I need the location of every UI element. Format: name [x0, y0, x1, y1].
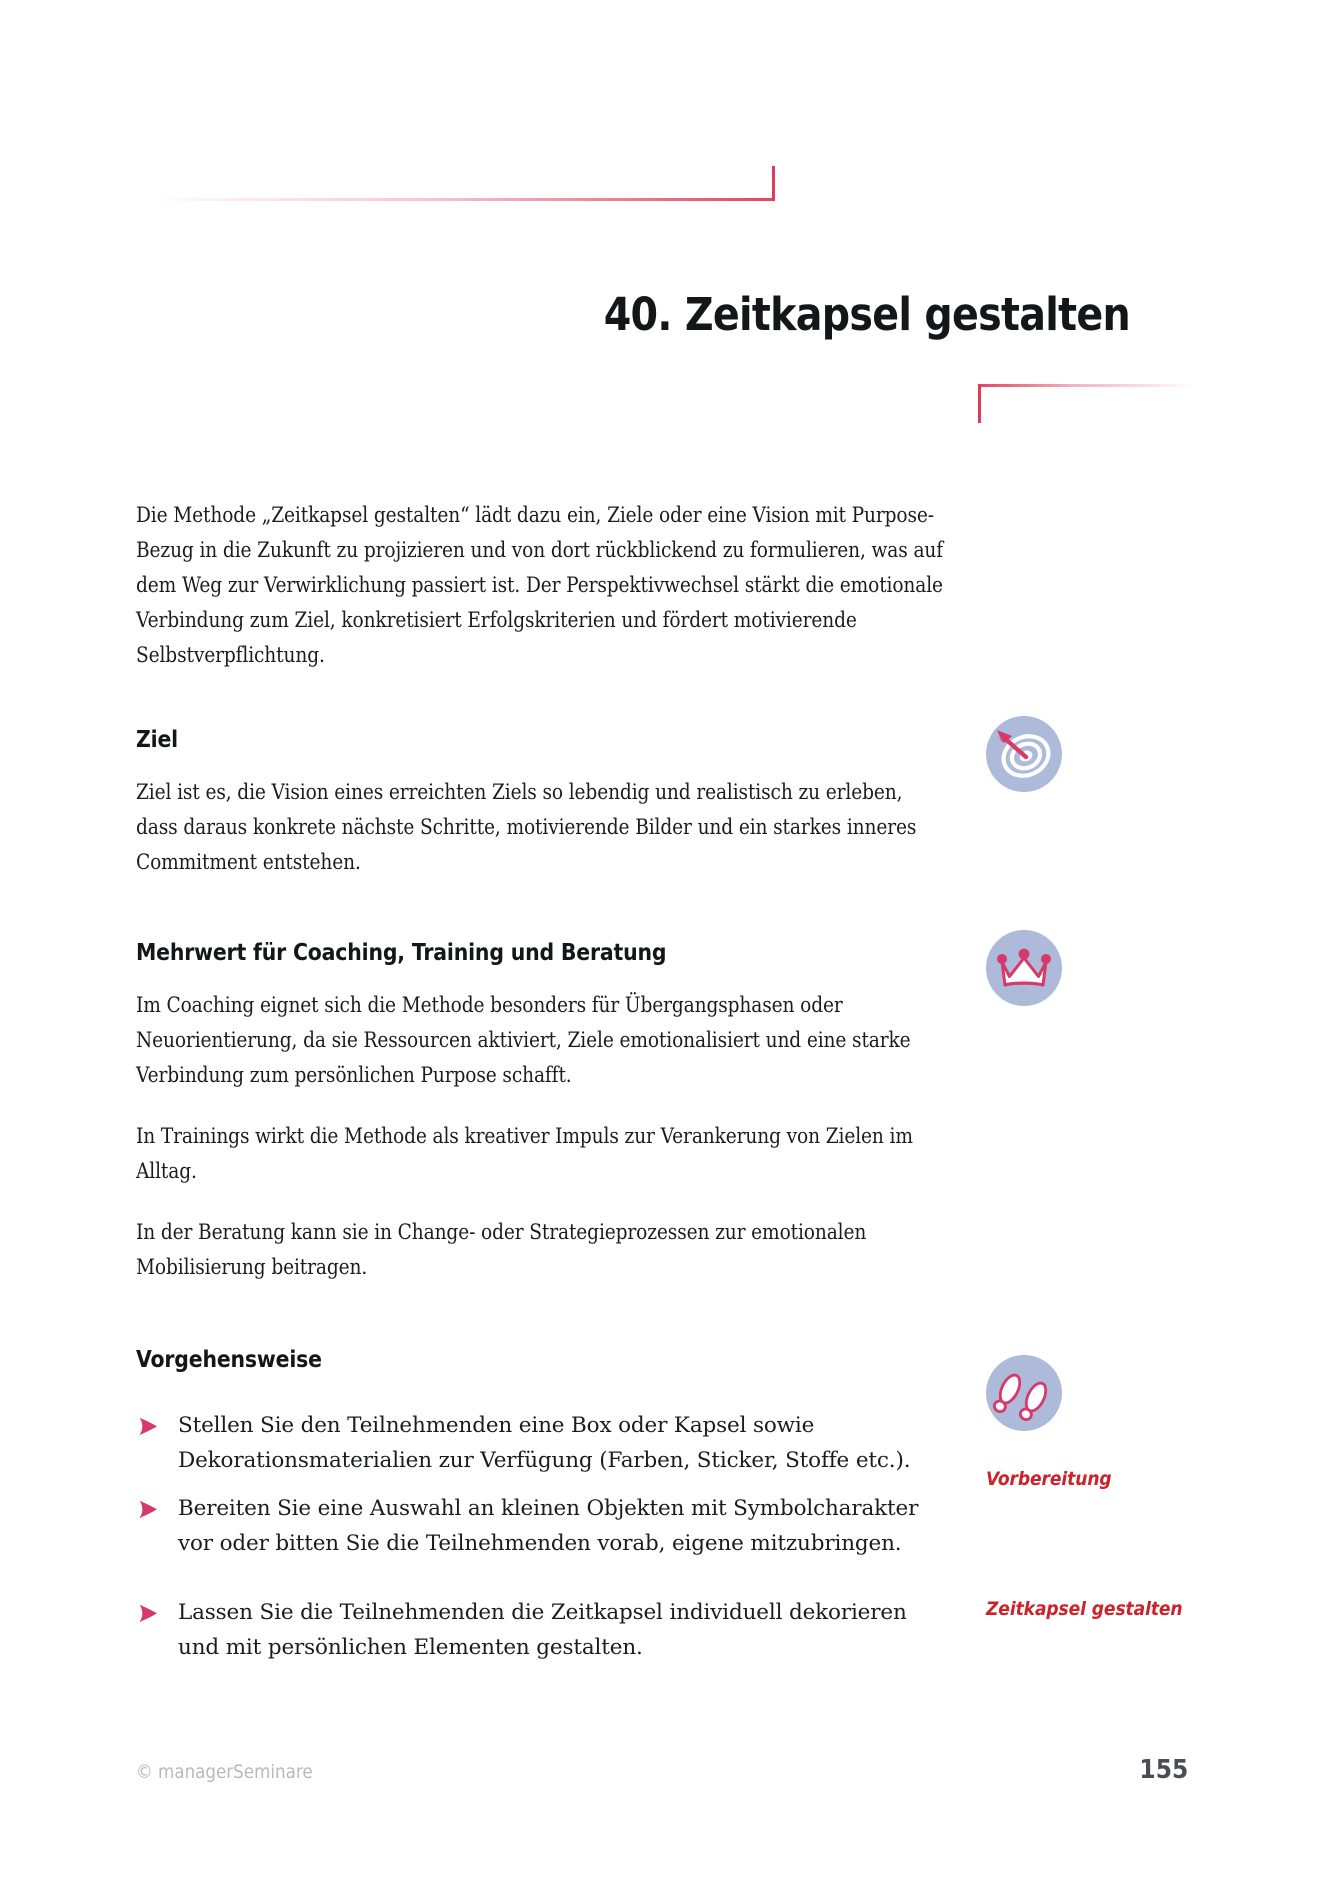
mehrwert-paragraph-3: In der Beratung kann sie in Change- oder Strategieprozessen zur emotionalen Mobilisierung beitragen.: [136, 1220, 867, 1280]
heading-vorgehensweise: Vorgehensweise: [136, 1345, 322, 1373]
arrow-bullet-icon: [138, 1417, 158, 1436]
list-item: [136, 1491, 946, 1561]
footer-page-number: 155: [1139, 1755, 1188, 1785]
phase-label-vorbereitung: Vorbereitung: [986, 1468, 1112, 1490]
list-item-label: Stellen Sie den Teilnehmenden eine Box oder Kapsel sowie Dekorationsmaterialien zur Verfügung (Farben, Sticker, Stoffe etc.).: [178, 1413, 911, 1473]
mehrwert-paragraph-1: Im Coaching eignet sich die Methode besonders für Übergangsphasen oder Neuorientierung, da sie Ressourcen aktiviert, Ziele emotionalisiert und eine starke Verbindung zum persönlichen Purpose schafft.: [136, 993, 911, 1088]
heading-ziel: Ziel: [136, 725, 179, 753]
phase-label-zeitkapsel: Zeitkapsel gestalten: [986, 1598, 1183, 1620]
list-item: [136, 1595, 946, 1665]
decorative-rule-top-tick: [772, 166, 775, 201]
crown-icon: [986, 930, 1062, 1006]
arrow-bullet-icon: [138, 1500, 158, 1519]
list-item: [136, 1408, 946, 1478]
decorative-rule-middle: [978, 384, 1190, 387]
footer-copyright: © managerSeminare: [136, 1761, 313, 1783]
intro-paragraph: Die Methode „Zeitkapsel gestalten“ lädt dazu ein, Ziele oder eine Vision mit Purpose-Bezug in die Zukunft zu projizieren und von dort rückblickend zu formulieren, was auf dem Weg zur Verwirklichung passiert ist. Der Perspektivwechsel stärkt die emotionale Verbindung zum Ziel, konkretisiert Erfolgskriterien und fördert motivierende Selbstverpflichtung.: [136, 503, 944, 668]
footsteps-icon: [986, 1355, 1062, 1431]
mehrwert-paragraph-2: In Trainings wirkt die Methode als kreativer Impuls zur Verankerung von Zielen im Alltag.: [136, 1124, 913, 1184]
vorgehensweise-step-list: [136, 1408, 946, 1665]
arrow-bullet-icon: [138, 1604, 158, 1623]
decorative-rule-top: [158, 198, 775, 201]
main-content-column: [136, 498, 946, 1665]
page-title: 40. Zeitkapsel gestalten: [603, 288, 1130, 342]
list-item-label: Bereiten Sie eine Auswahl an kleinen Objekten mit Symbolcharakter vor oder bitten Sie die Teilnehmenden vorab, eigene mitzubringen.: [178, 1496, 919, 1556]
decorative-rule-middle-tick: [978, 384, 981, 423]
ziel-paragraph: Ziel ist es, die Vision eines erreichten Ziels so lebendig und realistisch zu erleben, dass daraus konkrete nächste Schritte, motivierende Bilder und ein starkes inneres Commitment entstehen.: [136, 780, 917, 875]
list-item-label: Lassen Sie die Teilnehmenden die Zeitkapsel individuell dekorieren und mit persönlichen Elementen gestalten.: [178, 1600, 907, 1660]
target-icon: [986, 716, 1062, 792]
heading-mehrwert: Mehrwert für Coaching, Training und Beratung: [136, 938, 667, 966]
